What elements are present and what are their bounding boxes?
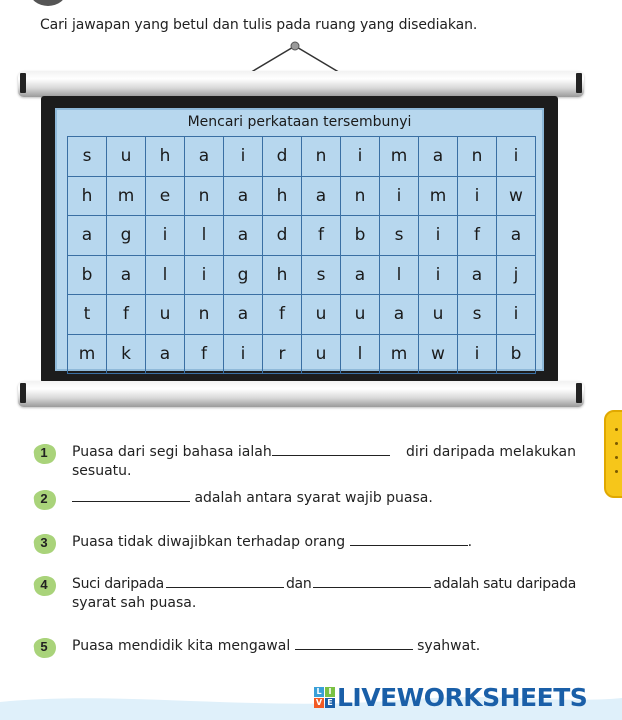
number-badge: 1: [30, 442, 58, 466]
scroll-roller-bottom: [18, 381, 584, 407]
grid-cell[interactable]: m: [380, 335, 419, 375]
logo-icon: L I V E: [314, 687, 335, 708]
grid-cell[interactable]: i: [341, 137, 380, 177]
grid-cell[interactable]: h: [263, 177, 302, 217]
question-text: dan: [285, 576, 312, 592]
grid-cell[interactable]: h: [146, 137, 185, 177]
word-search-board: [41, 96, 558, 383]
answer-blank[interactable]: [313, 576, 431, 588]
grid-cell[interactable]: a: [224, 216, 263, 256]
grid-cell[interactable]: s: [302, 256, 341, 296]
grid-cell[interactable]: n: [458, 137, 497, 177]
grid-cell[interactable]: a: [224, 295, 263, 335]
grid-cell[interactable]: i: [224, 335, 263, 375]
number-badge: 3: [30, 532, 58, 556]
grid-cell[interactable]: i: [380, 177, 419, 217]
grid-cell[interactable]: n: [185, 177, 224, 217]
grid-cell[interactable]: h: [263, 256, 302, 296]
question-text: diri daripada melakukan: [406, 444, 576, 460]
grid-cell[interactable]: d: [263, 216, 302, 256]
answer-blank[interactable]: [272, 444, 390, 456]
top-corner-decoration: [30, 0, 66, 6]
grid-cell[interactable]: b: [341, 216, 380, 256]
number-badge: 4: [30, 574, 58, 598]
grid-cell[interactable]: n: [185, 295, 224, 335]
grid-cell[interactable]: u: [146, 295, 185, 335]
grid-cell[interactable]: a: [497, 216, 536, 256]
grid-cell[interactable]: d: [263, 137, 302, 177]
grid-cell[interactable]: b: [68, 256, 107, 296]
liveworksheets-logo[interactable]: [314, 682, 587, 712]
grid-cell[interactable]: m: [68, 335, 107, 375]
grid-cell[interactable]: u: [419, 295, 458, 335]
grid-cell[interactable]: i: [185, 256, 224, 296]
question-text: syarat sah puasa.: [72, 595, 197, 611]
grid-cell[interactable]: f: [107, 295, 146, 335]
answer-blank[interactable]: [166, 576, 284, 588]
grid-cell[interactable]: i: [146, 216, 185, 256]
grid-cell[interactable]: a: [185, 137, 224, 177]
grid-cell[interactable]: r: [263, 335, 302, 375]
grid-cell[interactable]: w: [419, 335, 458, 375]
grid-cell[interactable]: b: [497, 335, 536, 375]
grid-cell[interactable]: i: [419, 216, 458, 256]
number-badge: 5: [30, 636, 58, 660]
question-text: syahwat.: [417, 638, 481, 654]
question-text: Puasa tidak diwajibkan terhadap orang: [72, 534, 346, 550]
grid-cell[interactable]: a: [146, 335, 185, 375]
grid-cell[interactable]: a: [68, 216, 107, 256]
grid-cell[interactable]: l: [185, 216, 224, 256]
grid-cell[interactable]: s: [458, 295, 497, 335]
answer-blank[interactable]: [350, 534, 468, 546]
grid-cell[interactable]: k: [107, 335, 146, 375]
scroll-roller-top: [18, 71, 584, 97]
grid-cell[interactable]: a: [107, 256, 146, 296]
grid-cell[interactable]: u: [341, 295, 380, 335]
grid-cell[interactable]: f: [263, 295, 302, 335]
side-tab[interactable]: [604, 410, 622, 498]
board-title: Mencari perkataan tersembunyi: [187, 114, 412, 130]
grid-cell[interactable]: l: [146, 256, 185, 296]
grid-cell[interactable]: f: [458, 216, 497, 256]
grid-cell[interactable]: m: [419, 177, 458, 217]
grid-cell[interactable]: u: [302, 335, 341, 375]
question-text: adalah antara syarat wajib puasa.: [194, 490, 433, 506]
grid-cell[interactable]: i: [497, 295, 536, 335]
question-text: Suci daripada: [72, 576, 164, 592]
grid-cell[interactable]: a: [302, 177, 341, 217]
grid-cell[interactable]: s: [380, 216, 419, 256]
grid-cell[interactable]: n: [341, 177, 380, 217]
grid-cell[interactable]: h: [68, 177, 107, 217]
grid-cell[interactable]: i: [497, 137, 536, 177]
question-text: .: [467, 534, 473, 550]
question-text: adalah satu daripada: [433, 576, 576, 592]
grid-cell[interactable]: a: [458, 256, 497, 296]
grid-cell[interactable]: e: [146, 177, 185, 217]
number-badge: 2: [30, 488, 58, 512]
grid-cell[interactable]: a: [380, 295, 419, 335]
grid-cell[interactable]: i: [419, 256, 458, 296]
grid-cell[interactable]: f: [185, 335, 224, 375]
grid-cell[interactable]: u: [107, 137, 146, 177]
grid-cell[interactable]: f: [302, 216, 341, 256]
word-search-grid: [67, 136, 536, 374]
grid-cell[interactable]: n: [302, 137, 341, 177]
grid-cell[interactable]: i: [224, 137, 263, 177]
question-text: Puasa dari segi bahasa ialah: [72, 444, 272, 460]
grid-cell[interactable]: m: [380, 137, 419, 177]
grid-cell[interactable]: j: [497, 256, 536, 296]
grid-cell[interactable]: a: [224, 177, 263, 217]
answer-blank[interactable]: [295, 638, 413, 650]
grid-cell[interactable]: w: [497, 177, 536, 217]
question-text: sesuatu.: [72, 463, 132, 479]
answer-blank[interactable]: [72, 490, 190, 502]
logo-text: LIVEWORKSHEETS: [337, 682, 588, 712]
instruction-text: Cari jawapan yang betul dan tulis pada ruang yang disediakan.: [40, 17, 478, 33]
grid-cell[interactable]: i: [458, 177, 497, 217]
grid-cell[interactable]: t: [68, 295, 107, 335]
question-text: Puasa mendidik kita mengawal: [72, 638, 291, 654]
grid-cell[interactable]: i: [458, 335, 497, 375]
grid-cell[interactable]: a: [419, 137, 458, 177]
grid-cell[interactable]: u: [302, 295, 341, 335]
grid-cell[interactable]: g: [224, 256, 263, 296]
grid-cell[interactable]: s: [68, 137, 107, 177]
grid-cell[interactable]: m: [107, 177, 146, 217]
grid-cell[interactable]: a: [341, 256, 380, 296]
grid-cell[interactable]: l: [341, 335, 380, 375]
grid-cell[interactable]: l: [380, 256, 419, 296]
grid-cell[interactable]: g: [107, 216, 146, 256]
